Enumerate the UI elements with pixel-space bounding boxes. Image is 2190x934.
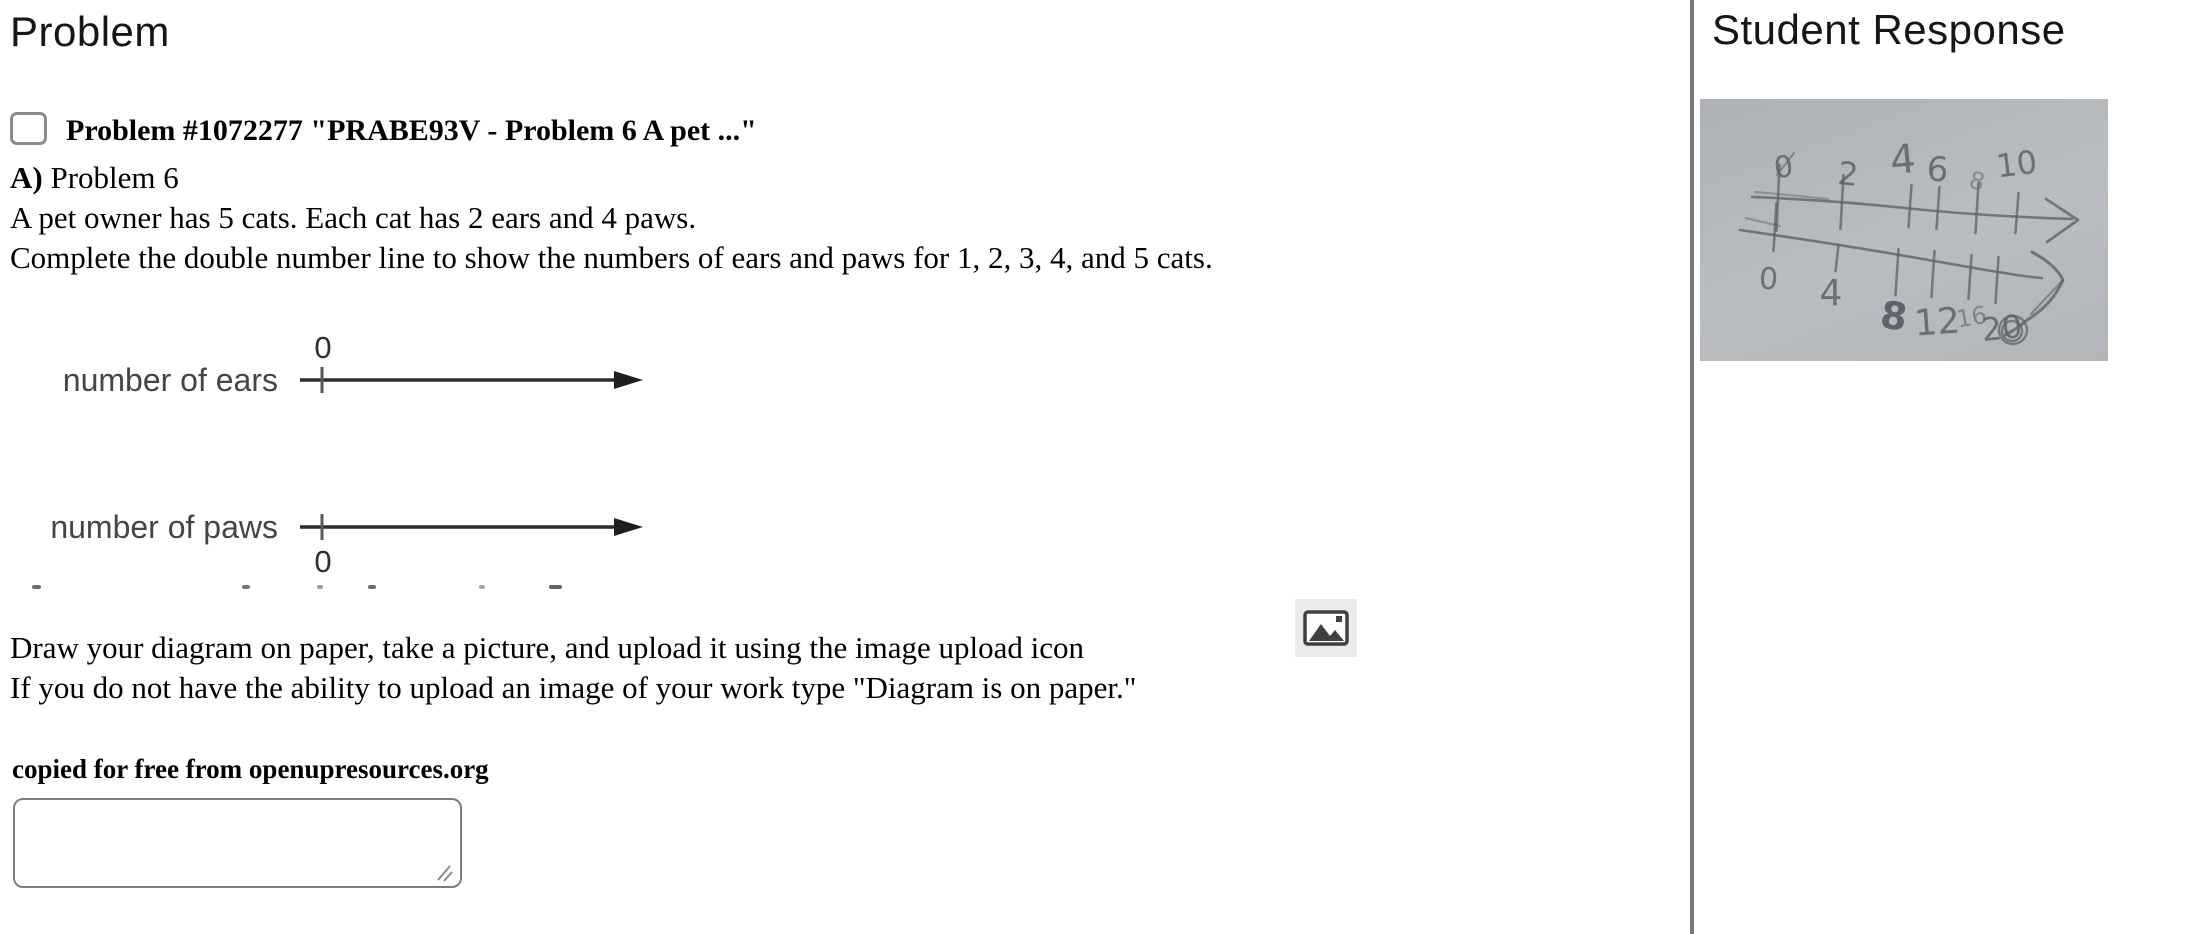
ears-line-label: number of ears (62, 362, 278, 398)
image-upload-icon (1295, 599, 1357, 657)
student-response-heading: Student Response (1712, 6, 2066, 53)
paws-line-zero-label: 0 (314, 544, 332, 579)
instruction-line-2: If you do not have the ability to upload an image of your work type "Diagram is on paper." (10, 670, 1137, 705)
svg-text:16: 16 (1954, 300, 1990, 334)
svg-text:20: 20 (1979, 307, 2025, 350)
ears-line-zero-label: 0 (314, 330, 332, 365)
svg-text:4: 4 (1819, 273, 1843, 314)
svg-text:0: 0 (1771, 148, 1796, 187)
problem-body-line-1: A pet owner has 5 cats. Each cat has 2 ears and 4 paws. (10, 200, 697, 235)
picture-icon (1303, 608, 1349, 648)
part-title: Problem 6 (42, 160, 179, 195)
ears-number-line (298, 359, 648, 405)
answer-textarea[interactable] (13, 798, 462, 888)
problem-part-line (10, 160, 179, 196)
svg-text:8: 8 (1966, 165, 1988, 197)
problem-panel-heading: Problem (10, 8, 170, 55)
ears-arrowhead (614, 371, 643, 389)
paws-line-label: number of paws (50, 509, 278, 545)
svg-text:4: 4 (1888, 136, 1918, 185)
problem-body-line-2: Complete the double number line to show the numbers of ears and paws for 1, 2, 3, 4, and 5 cats. (10, 240, 1213, 275)
svg-text:0: 0 (1758, 261, 1779, 298)
svg-text:12: 12 (1912, 300, 1962, 345)
instruction-line-1: Draw your diagram on paper, take a picture, and upload it using the image upload icon (10, 630, 1084, 665)
paws-arrowhead (614, 518, 643, 536)
student-double-number-line-sketch (1700, 99, 2108, 361)
problem-title: Problem #1072277 "PRABE93V - Problem 6 A pet ..." (66, 114, 757, 147)
paws-number-line (298, 506, 648, 552)
svg-text:6: 6 (1925, 149, 1950, 191)
svg-text:2: 2 (1836, 154, 1861, 195)
part-label: A) (10, 160, 43, 195)
attribution-text: copied for free from openupresources.org (12, 754, 489, 784)
problem-select-checkbox[interactable] (10, 112, 47, 145)
panel-divider (1690, 0, 1694, 934)
student-uploaded-photo (1700, 99, 2108, 361)
svg-text:10: 10 (1994, 142, 2040, 186)
svg-text:8: 8 (1877, 292, 1910, 340)
